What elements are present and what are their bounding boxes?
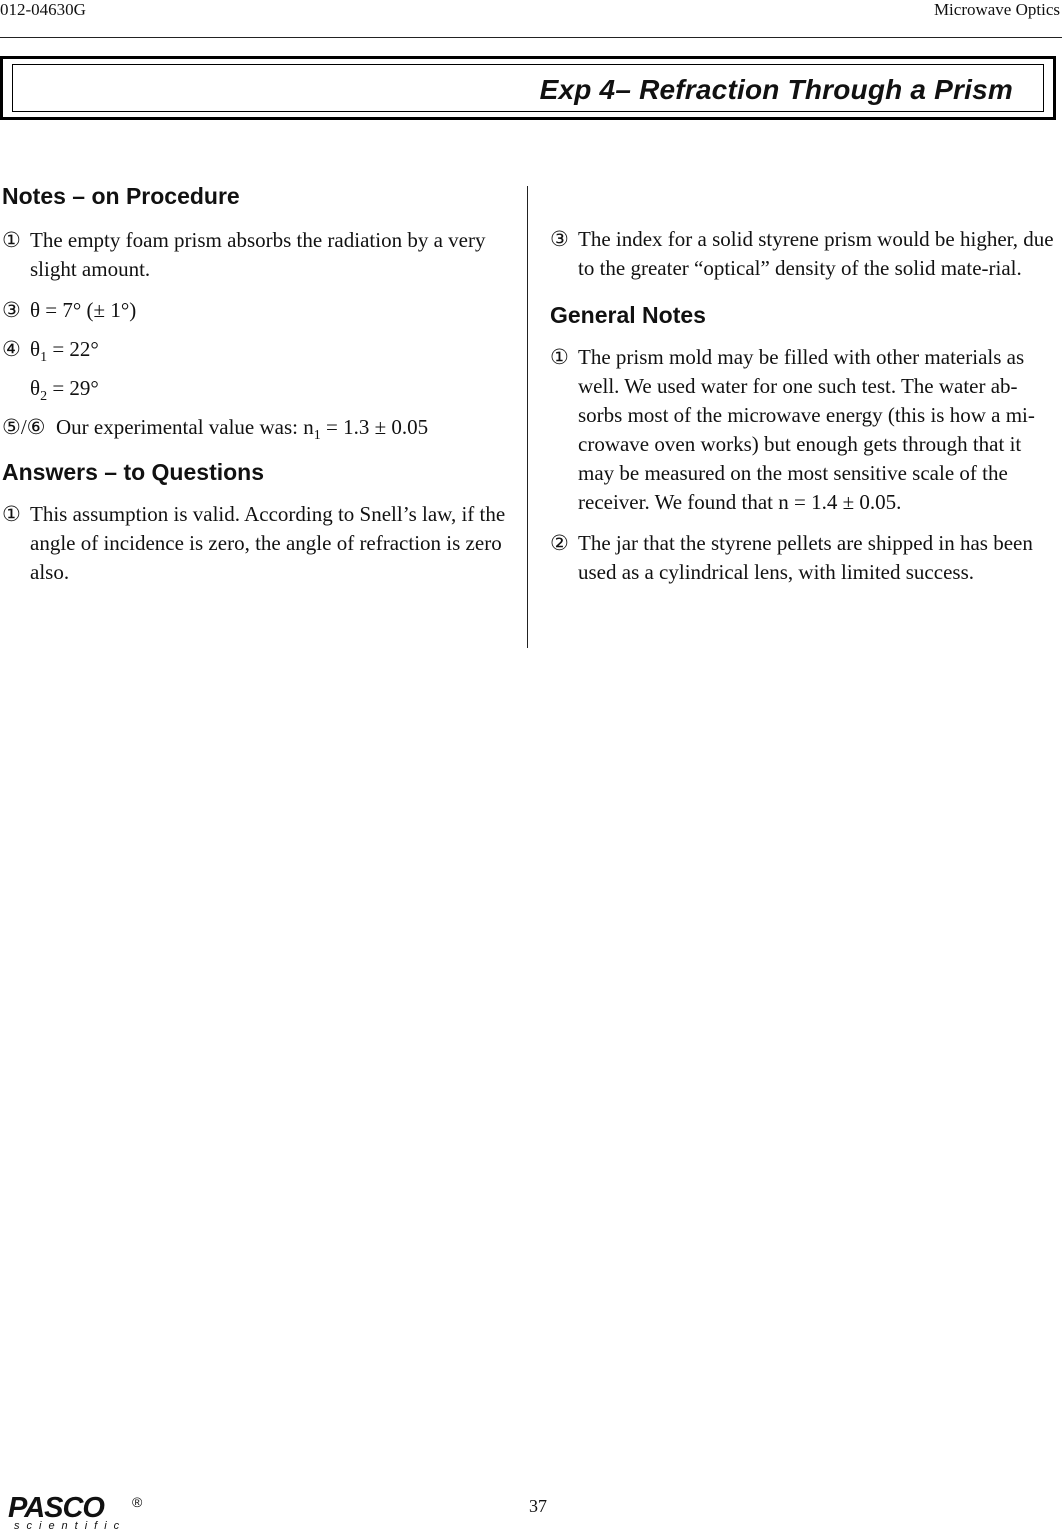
item-text: This assumption is valid. According to Snell’s law, if the angle of incidence is zero, the angle of refraction is zero also.: [30, 502, 506, 584]
item-text-rest: = 1.3 ± 0.05: [320, 415, 429, 439]
header-rule: [0, 37, 1062, 38]
item-text: The prism mold may be filled with other materials as well. We used water for one such test. The water ab-sorbs most of the microwave energy (this is how a mi-crowave oven works) but enough gets through that it may be measured on the most sensitive scale of the receiver. We found that n = 1.4 ± 0.05.: [578, 345, 1035, 514]
list-item: [2, 335, 512, 364]
subscript: 2: [40, 389, 48, 405]
theta-symbol: θ: [30, 337, 41, 361]
logo-subtitle: scientific: [14, 1520, 127, 1532]
item-marker: ③: [2, 298, 21, 322]
item-text: θ = 7° (± 1°): [30, 298, 137, 322]
list-item: [2, 296, 512, 325]
item-marker: ①: [550, 345, 569, 369]
list-item: [2, 500, 512, 587]
item-text: = 29°: [47, 376, 99, 400]
list-item: [2, 226, 512, 284]
questions-heading: Answers – to Questions: [2, 459, 265, 485]
subscript: 1: [313, 428, 321, 444]
item-text: The empty foam prism absorbs the radiation by a very slight amount.: [30, 228, 486, 281]
list-item: [2, 413, 512, 442]
right-column: [550, 225, 1055, 587]
item-text: = 22°: [47, 337, 99, 361]
title-box-inner: [12, 64, 1044, 112]
page-number: 37: [529, 1496, 547, 1516]
item-marker: ④: [2, 337, 21, 361]
item-marker: ①: [2, 228, 21, 252]
subscript: 1: [40, 350, 48, 366]
logo-wordmark: PASCO: [8, 1492, 104, 1524]
item-text: Our experimental value was: n: [56, 415, 314, 439]
registered-mark: ®: [132, 1494, 143, 1510]
procedure-heading: Notes – on Procedure: [2, 183, 240, 209]
item-marker: ①: [2, 502, 21, 526]
item-marker: ⑤/⑥: [2, 415, 46, 439]
list-item: [550, 343, 1055, 517]
page-title: Exp 4– Refraction Through a Prism: [539, 74, 1013, 105]
list-item: [550, 529, 1055, 587]
pasco-logo: [8, 1494, 148, 1534]
column-divider: [527, 186, 528, 648]
item-text: The index for a solid styrene prism would be higher, due to the greater “optical” density of the solid mate-rial.: [578, 227, 1054, 280]
header-manual-title: Microwave Optics: [933, 0, 1060, 19]
item-marker: ③: [550, 227, 569, 251]
list-item: [2, 374, 512, 403]
list-item: [550, 225, 1055, 283]
title-box: [0, 56, 1056, 120]
theta-symbol: θ: [30, 376, 41, 400]
left-column: [2, 180, 512, 587]
header-doc-number: 012-04630G: [0, 0, 86, 19]
item-marker: ②: [550, 531, 569, 555]
item-text: The jar that the styrene pellets are shipped in has been used as a cylindrical lens, with limited success.: [578, 531, 1033, 584]
general-notes-heading: General Notes: [550, 302, 706, 328]
